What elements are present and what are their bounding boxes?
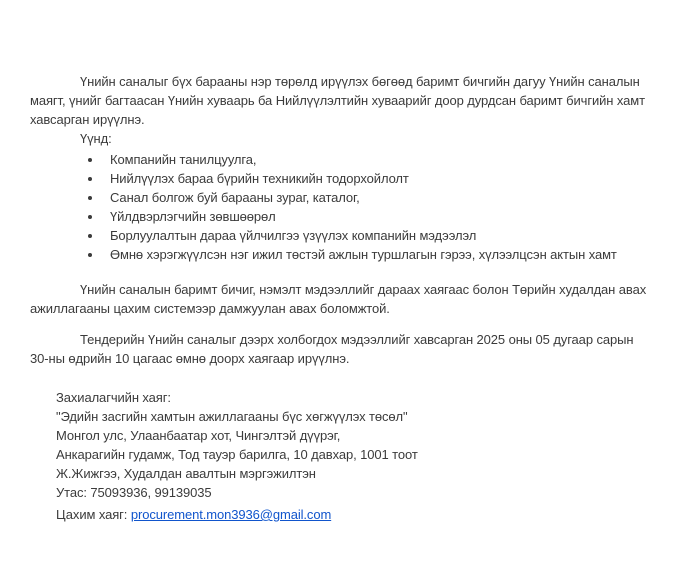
- paragraph-line: маягт, үнийг багтаасан Үнийн хуваарь ба Нийлүүлэлтийн хуваарийг доор дурдсан баримт бичгийн хамт: [30, 93, 645, 108]
- address-line: "Эдийн засгийн хамтын ажиллагааны бүс хөгжүүлэх төсөл": [56, 409, 408, 424]
- list-item-label: Компанийн танилцуулга,: [110, 152, 257, 167]
- address-line: Ж.Жижгээ, Худалдан авалтын мэргэжилтэн: [56, 466, 316, 481]
- address-line: Анкарагийн гудамж, Тод тауэр барилга, 10 давхар, 1001 тоот: [56, 447, 418, 462]
- list-item-label: Үйлдвэрлэгчийн зөвшөөрөл: [110, 209, 276, 224]
- address-line: Утас: 75093936, 99139035: [56, 485, 212, 500]
- bullet-icon: [88, 177, 92, 181]
- list-item: [86, 188, 670, 207]
- bullet-icon: [88, 253, 92, 257]
- list-item: [86, 245, 670, 264]
- list-item-label: Өмнө хэрэгжүүлсэн нэг ижил төстэй ажлын туршлагын гэрээ, хүлээлцсэн актын хамт: [110, 247, 617, 262]
- paragraph-deadline: [30, 330, 670, 368]
- email-line: [56, 505, 670, 524]
- bullet-icon: [88, 196, 92, 200]
- bullet-icon: [88, 215, 92, 219]
- list-item-label: Борлуулалтын дараа үйлчилгээ үзүүлэх компанийн мэдээлэл: [110, 228, 477, 243]
- email-link[interactable]: procurement.mon3936@gmail.com: [130, 507, 332, 522]
- list-item: [86, 150, 670, 169]
- bullet-icon: [88, 158, 92, 162]
- paragraph-line: ажиллагааны цахим системээр дамжуулан авах боломжтой.: [30, 301, 390, 316]
- paragraph-line: 30-ны өдрийн 10 цагаас өмнө доорх хаягаар ирүүлнэ.: [30, 351, 350, 366]
- paragraph-line: хавсарган ирүүлнэ.: [30, 112, 145, 127]
- client-address-block: [56, 388, 670, 524]
- required-documents-list: [30, 150, 670, 264]
- list-item: [86, 207, 670, 226]
- bullet-icon: [88, 234, 92, 238]
- list-intro: Үүнд:: [80, 131, 112, 146]
- paragraph-line: Үнийн саналын баримт бичиг, нэмэлт мэдээллийг дараах хаягаас болон Төрийн худалдан авах: [80, 282, 647, 297]
- list-item-label: Санал болгож буй барааны зураг, каталог,: [110, 190, 360, 205]
- address-heading: Захиалагчийн хаяг:: [56, 390, 171, 405]
- paragraph-line: Тендерийн Үнийн саналыг дээрх холбогдох мэдээллийг хавсарган 2025 оны 05 дугаар сарын: [80, 332, 634, 347]
- address-line: Монгол улс, Улаанбаатар хот, Чингэлтэй дүүрэг,: [56, 428, 341, 443]
- paragraph-document-availability: [30, 280, 670, 318]
- list-item: [86, 169, 670, 188]
- email-label: Цахим хаяг:: [56, 507, 131, 522]
- list-item: [86, 226, 670, 245]
- paragraph-submission-instructions: [30, 72, 670, 129]
- paragraph-line: Үнийн саналыг бүх барааны нэр төрөлд ирүүлэх бөгөөд баримт бичгийн дагуу Үнийн саналын: [80, 74, 640, 89]
- list-item-label: Нийлүүлэх бараа бүрийн техникийн тодорхойлолт: [110, 171, 409, 186]
